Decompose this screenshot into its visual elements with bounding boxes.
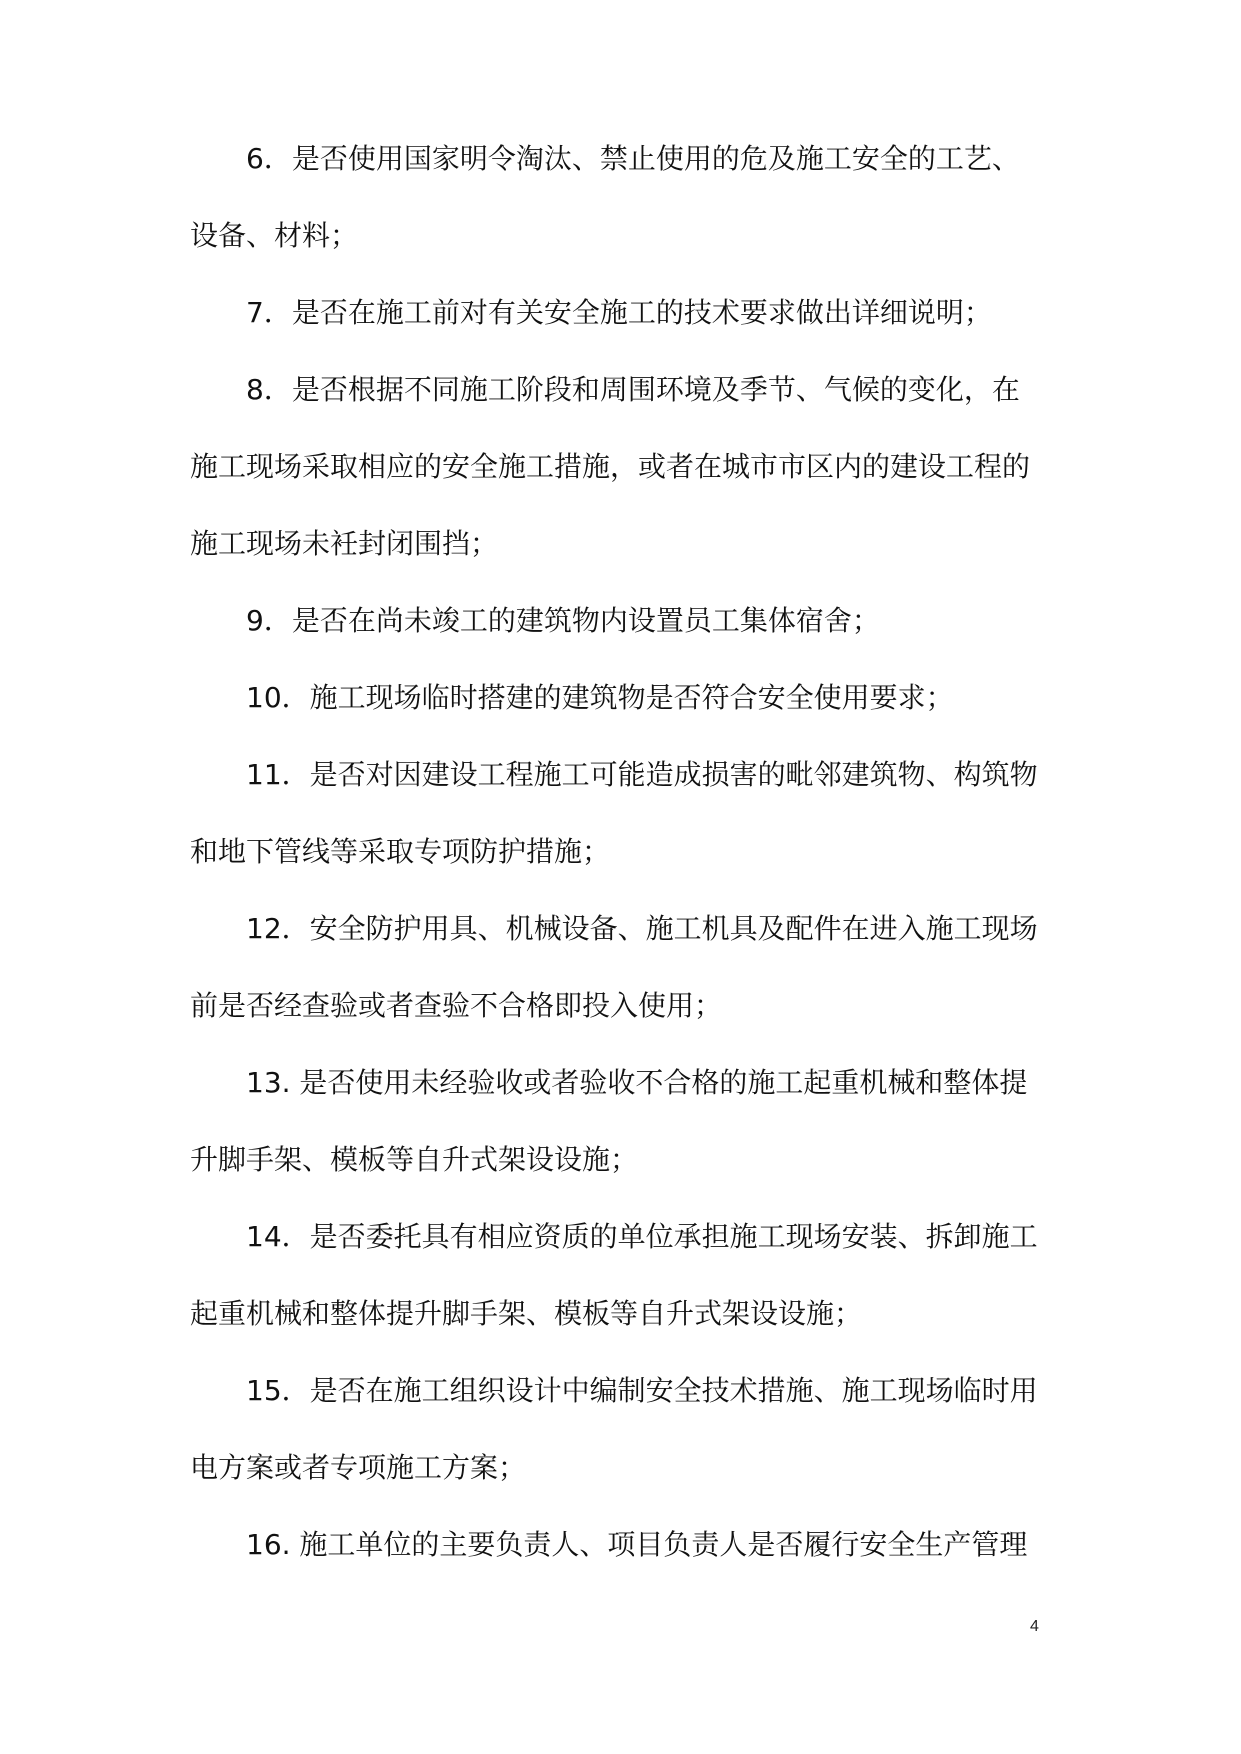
item-11-line-2: 和地下管线等采取专项防护措施；: [190, 835, 611, 868]
item-10-line-1: 10．施工现场临时搭建的建筑物是否符合安全使用要求；: [246, 681, 954, 714]
item-13-line-1: 13. 是否使用未经验收或者验收不合格的施工起重机械和整体提: [246, 1066, 1028, 1099]
item-11-line-1: 11．是否对因建设工程施工可能造成损害的毗邻建筑物、构筑物: [246, 758, 1038, 791]
item-8-line-2: 施工现场采取相应的安全施工措施，或者在城市市区内的建设工程的: [190, 450, 1031, 483]
item-13-line-2: 升脚手架、模板等自升式架设设施；: [190, 1143, 639, 1176]
item-9-line-1: 9．是否在尚未竣工的建筑物内设置员工集体宿舍；: [246, 604, 880, 637]
item-7-line-1: 7．是否在施工前对有关安全施工的技术要求做出详细说明；: [246, 296, 992, 329]
item-14-line-2: 起重机械和整体提升脚手架、模板等自升式架设设施；: [190, 1297, 863, 1330]
item-15-line-1: 15．是否在施工组织设计中编制安全技术措施、施工现场临时用: [246, 1374, 1038, 1407]
item-15-line-2: 电方案或者专项施工方案；: [190, 1451, 527, 1484]
item-14-line-1: 14．是否委托具有相应资质的单位承担施工现场安装、拆卸施工: [246, 1220, 1038, 1253]
document-body: [190, 140, 1052, 1603]
item-12-line-1: 12．安全防护用具、机械设备、施工机具及配件在进入施工现场: [246, 912, 1038, 945]
item-8-line-3: 施工现场未衽封闭围挡；: [190, 527, 499, 560]
page-number: 4: [1030, 1618, 1039, 1635]
item-6-line-1: 6．是否使用国家明令淘汰、禁止使用的危及施工安全的工艺、: [246, 142, 1020, 175]
item-12-line-2: 前是否经查验或者查验不合格即投入使用；: [190, 989, 723, 1022]
item-8-line-1: 8．是否根据不同施工阶段和周围环境及季节、气候的变化，在: [246, 373, 1020, 406]
item-6-line-2: 设备、材料；: [190, 219, 359, 252]
item-16-line-1: 16. 施工单位的主要负责人、项目负责人是否履行安全生产管理: [246, 1528, 1028, 1561]
